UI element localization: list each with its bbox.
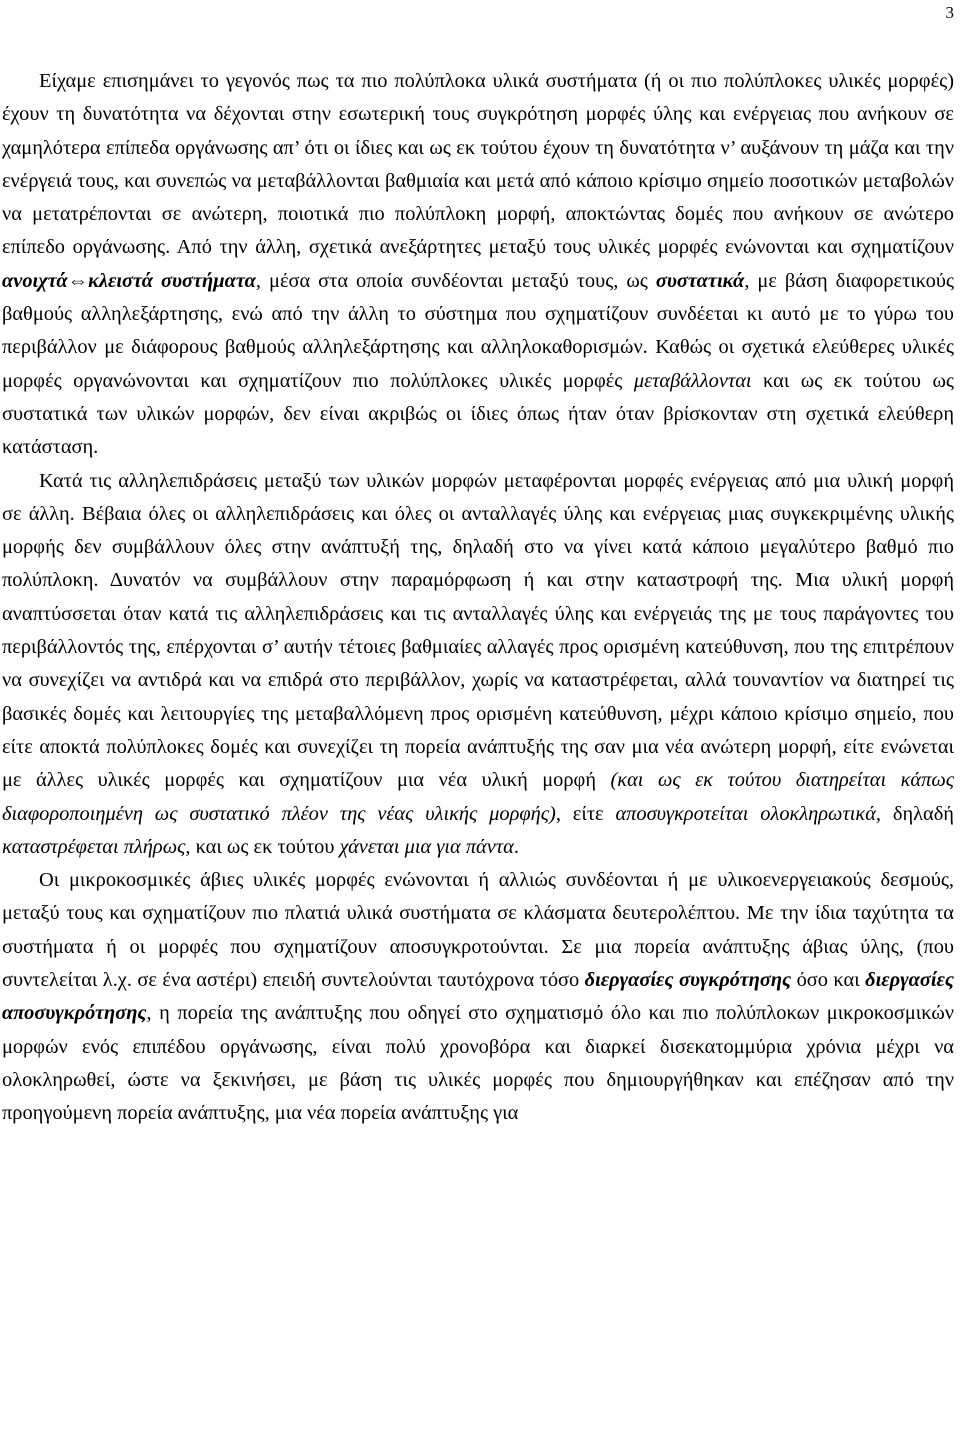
- paragraph: [2, 864, 954, 1130]
- document-body: [2, 65, 954, 1131]
- text-run: , η πορεία της ανάπτυξης που οδηγεί στο σχηματισμό όλο και πιο πολύπλοκων μικροκοσμικών μορφών ενός επιπέδου οργάνωσης, είναι πολύ χρονοβόρα και διαρκεί δισεκατομμύρια χρόνια μέχρι να ολοκληρωθεί, ώστε να ξεκινήσει, με βάση τις υλικές μορφές που δημιουργήθηκαν και επέζησαν από την προηγούμενη πορεία ανάπτυξης, μια νέα πορεία ανάπτυξης για: [2, 1002, 954, 1125]
- emphasis-term: διεργασίες αποσυγκρότησης: [2, 969, 954, 1025]
- emphasis-term: κλειστά συστήματα: [88, 269, 256, 292]
- italic-text: (και ως εκ τούτου διατηρείται κάπως διαφοροποιημένη ως συστατικό πλέον της νέας υλικής μορφής): [2, 769, 955, 825]
- text-run: , δηλαδή: [875, 802, 954, 825]
- emphasis-term: ανοιχτά: [2, 269, 68, 292]
- italic-text: μεταβάλλονται: [633, 369, 752, 392]
- text-run: Είχαμε επισημάνει το γεγονός πως τα πιο πολύπλοκα υλικά συστήματα (ή οι πιο πολύπλοκες υλικές μορφές) έχουν τη δυνατότητα να δέχονται στην εσωτερική τους συγκρότηση μορφές ύλης και ενέργειας που ανήκουν σε χαμηλότερα επίπεδα οργάνωσης απ’ ότι οι ίδιες και ως εκ τούτου έχουν τη δυνατότητα ν’ αυξάνουν τη μάζα και την ενέργειά τους, και συνεπώς να μεταβάλλονται βαθμιαία και μετά από κάποιο κρίσιμο σημείο ποσοτικών μεταβολών να μετατρέπονται σε ανώτερη, ποιοτικά πιο πολύπλοκη μορφή, αποκτώντας δομές που ανήκουν σε ανώτερο επίπεδο οργάνωσης. Από την άλλη, σχετικά ανεξάρτητες μεταξύ τους υλικές μορφές ενώνονται και σχηματίζουν: [2, 70, 954, 259]
- double-arrow-icon: ⇔: [67, 269, 89, 292]
- text-run: , και ως εκ τούτου: [185, 835, 340, 858]
- paragraph: [2, 465, 954, 865]
- italic-text: αποσυγκροτείται ολοκληρωτικά: [615, 802, 876, 825]
- text-run: , με βάση διαφορετικούς βαθμούς αλληλεξάρτησης, ενώ από την άλλη το σύστημα που σχηματίζουν συνδέεται κι αυτό με το γύρω του περιβάλλον με διάφορους βαθμούς αλληλεξάρτησης και αλληλοκαθορισμών. Καθώς οι σχετικά ελεύθερες υλικές μορφές οργανώνονται και σχηματίζουν πιο πολύπλοκες υλικές μορφές: [2, 269, 954, 392]
- text-run: .: [513, 835, 519, 858]
- text-run: Οι μικροκοσμικές άβιες υλικές μορφές ενώνονται ή αλλιώς συνδέονται ή με υλικοενεργειακούς δεσμούς, μεταξύ τους και σχηματίζουν πιο πλατιά υλικά συστήματα σε κλάσματα δευτερολέπτου. Με την ίδια ταχύτητα τα συστήματα ή οι μορφές που σχηματίζουν αποσυγκροτούνται. Σε μια πορεία ανάπτυξης άβιας ύλης, (που συντελείται λ.χ. σε ένα αστέρι) επειδή συντελούνται ταυτόχρονα τόσο: [2, 869, 954, 992]
- text-run: και ως εκ τούτου ως συστατικά των υλικών μορφών, δεν είναι ακριβώς οι ίδιες όπως ήταν όταν βρίσκονταν στη σχετικά ελεύθερη κατάσταση.: [2, 369, 954, 459]
- page-number: 3: [945, 3, 954, 22]
- paragraph: [2, 65, 954, 465]
- italic-text: χάνεται μια για πάντα: [339, 835, 514, 858]
- emphasis-term: διεργασίες συγκρότησης: [584, 969, 792, 992]
- emphasis-term: συστατικά: [655, 269, 745, 292]
- text-run: Κατά τις αλληλεπιδράσεις μεταξύ των υλικών μορφών μεταφέρονται μορφές ενέργειας από μια υλική μορφή σε άλλη. Βέβαια όλες οι αλληλεπιδράσεις και όλες οι ανταλλαγές ύλης και ενέργειας μιας συγκεκριμένης υλικής μορφής δεν συμβάλλουν όλες στην ανάπτυξή της, δηλαδή στο να γίνει κατά κάποιο μεγαλύτερο βαθμό πιο πολύπλοκη. Δυνατόν να συμβάλλουν στην παραμόρφωση ή και στην καταστροφή της. Μια υλική μορφή αναπτύσσεται όταν κατά τις αλληλεπιδράσεις και τις ανταλλαγές ύλης και ενέργειάς της με τους παράγοντες του περιβάλλοντός της, επέρχονται σ’ αυτήν τέτοιες βαθμιαίες αλλαγές προς ορισμένη κατεύθυνση, που της επιτρέπουν να συνεχίζει να αντιδρά και να επιδρά στο περιβάλλον, χωρίς να καταστρέφεται, αλλά τουναντίον να διατηρεί τις βασικές δομές και λειτουργίες της μεταβαλλόμενη προς ορισμένη κατεύθυνση, μέχρι κάποιο κρίσιμο σημείο, που είτε αποκτά πολύπλοκες δομές και συνεχίζει τη πορεία ανάπτυξής της σαν μια νέα ανώτερη μορφή, είτε ενώνεται με άλλες υλικές μορφές και σχηματίζουν μια νέα υλική μορφή: [2, 469, 954, 792]
- text-run: , μέσα στα οποία συνδέονται μεταξύ τους, ως: [255, 269, 656, 292]
- text-run: , είτε: [555, 802, 616, 825]
- italic-text: καταστρέφεται πλήρως: [2, 835, 186, 858]
- text-run: όσο και: [791, 969, 866, 992]
